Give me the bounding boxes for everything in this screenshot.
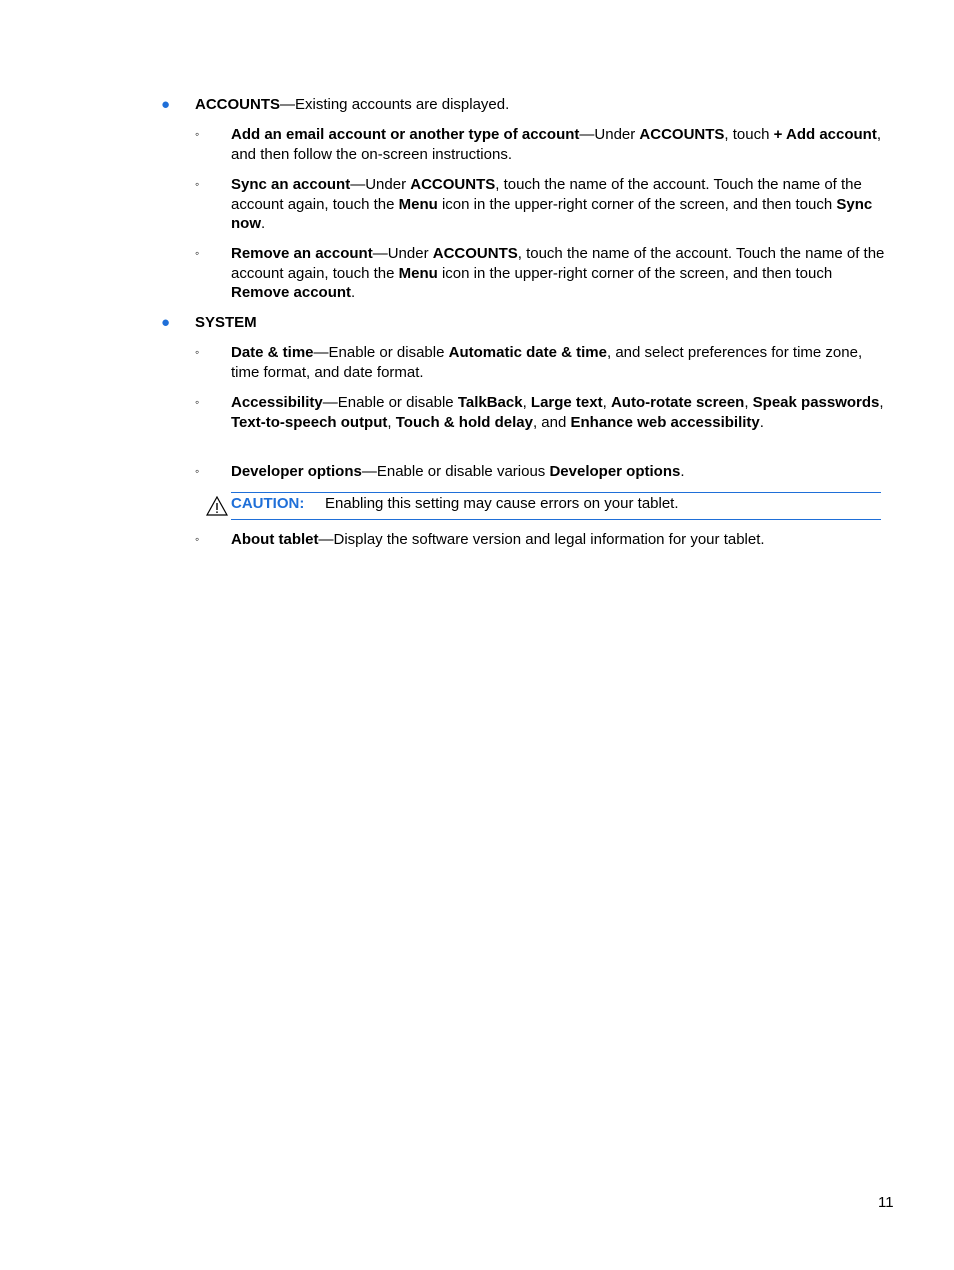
list-item [195, 175, 886, 234]
list-item [195, 125, 886, 164]
list-item [195, 462, 886, 482]
bold-text: Developer options [549, 463, 681, 480]
text-run: —Under [579, 126, 640, 143]
text-run: —Under [372, 245, 433, 262]
bold-text: Automatic date & time [448, 344, 607, 361]
list-item [195, 343, 886, 382]
bold-text: Large text [530, 394, 603, 411]
text-run: —Enable or disable various [361, 463, 550, 480]
bold-text: About tablet [231, 531, 319, 548]
bold-text: Add an email account or another type of account [231, 126, 580, 143]
text-run: . [261, 215, 266, 233]
item-text [231, 394, 884, 431]
bold-text: Date & time [231, 344, 314, 361]
text-run: —Under [350, 176, 411, 193]
bold-text: + Add account [773, 126, 877, 143]
text-run: . [759, 413, 764, 431]
bold-text: Text-to-speech output [231, 413, 388, 431]
bold-text: Touch & hold delay [395, 413, 533, 431]
bold-text: Enhance web accessibility [570, 413, 760, 431]
system-section [161, 313, 885, 333]
bold-text: Menu [398, 195, 438, 213]
caution-box [231, 492, 881, 520]
bold-text: ACCOUNTS [410, 176, 496, 193]
sub-bullet-icon: ◦ [195, 177, 200, 191]
bold-text: Remove account [231, 284, 352, 302]
bold-text: TalkBack [457, 394, 523, 411]
bold-text: Sync an account [231, 176, 351, 193]
text-run: —Enable or disable [313, 344, 449, 361]
bullet-icon: ● [161, 96, 171, 113]
item-text [231, 463, 685, 480]
text-run: —Display the software version and legal information for your tablet. [318, 531, 765, 548]
bold-text: Accessibility [231, 394, 323, 411]
list-item [195, 530, 886, 550]
bold-text: ACCOUNTS [639, 126, 725, 143]
sub-bullet-icon: ◦ [195, 395, 200, 409]
text-run: , [879, 394, 884, 411]
text-run: . [351, 284, 356, 302]
bold-text: Auto-rotate screen [610, 394, 745, 411]
text-run: icon in the upper-right corner of the screen, and then touch [437, 195, 837, 213]
text-run: , touch the name of the account. Touch the name of the account again, touch the [231, 176, 862, 213]
sub-bullet-icon: ◦ [195, 345, 200, 359]
sub-bullet-icon: ◦ [195, 464, 200, 478]
accounts-heading: ACCOUNTS [195, 96, 280, 113]
sub-bullet-icon: ◦ [195, 532, 200, 546]
page-number: 11 [878, 1194, 894, 1211]
bold-text: Developer options [231, 463, 362, 480]
text-run: , [522, 394, 531, 411]
text-run: . [680, 463, 685, 480]
caution-label: CAUTION: [231, 495, 305, 512]
warning-icon [206, 496, 228, 516]
accounts-desc: —Existing accounts are displayed. [280, 96, 510, 113]
text-run: icon in the upper-right corner of the screen, and then touch [437, 264, 833, 282]
caution-text: Enabling this setting may cause errors on your tablet. [325, 495, 679, 512]
text-run: , and then follow the on-screen instructions. [231, 126, 882, 163]
item-text [231, 126, 881, 163]
bold-text: ACCOUNTS [432, 245, 518, 262]
text-run: , and select preferences for time zone, time format, and date format. [231, 344, 863, 381]
item-text [231, 531, 765, 548]
text-run: —Enable or disable [322, 394, 458, 411]
accounts-section [161, 95, 885, 115]
bold-text: Menu [398, 264, 438, 282]
bullet-icon: ● [161, 314, 171, 331]
system-heading: SYSTEM [195, 314, 257, 331]
bold-text: Speak passwords [752, 394, 880, 411]
text-run: , [387, 413, 396, 431]
sub-bullet-icon: ◦ [195, 127, 200, 141]
text-run: , [602, 394, 611, 411]
sub-bullet-icon: ◦ [195, 246, 200, 260]
item-text [231, 176, 872, 232]
item-text [231, 245, 884, 301]
item-text [231, 344, 862, 381]
text-run: , and [532, 413, 571, 431]
bold-text: Sync now [231, 195, 873, 233]
list-item [195, 393, 886, 432]
text-run: , [744, 394, 753, 411]
list-item [195, 244, 886, 303]
text-run: , touch the name of the account. Touch the name of the account again, touch the [231, 245, 885, 282]
text-run: , touch [724, 126, 774, 143]
bold-text: Remove an account [231, 245, 373, 262]
